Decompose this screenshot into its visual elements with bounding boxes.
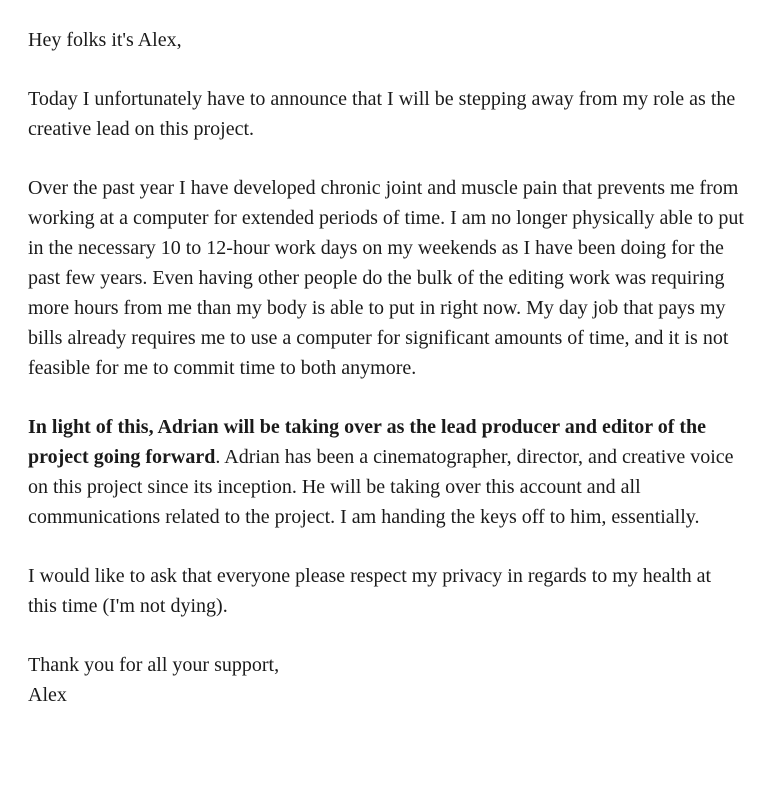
health-paragraph: Over the past year I have developed chronic joint and muscle pain that prevents me from working at a computer for extended periods of time. I am no longer physically able to put in the necessary 10 to 12-hour work days on my weekends as I have been doing for the past few years. Even having other people do the bulk of the editing work was requiring more hours from me than my body is able to put in right now. My day job that pays my bills already requires me to use a computer for significant amounts of time, and it is not feasible for me to commit time to both anymore. (28, 177, 744, 379)
privacy-paragraph: I would like to ask that everyone please respect my privacy in regards to my health at this time (I'm not dying). (28, 565, 712, 617)
announcement-paragraph: Today I unfortunately have to announce that I will be stepping away from my role as the creative lead on this project. (28, 88, 736, 140)
letter-body (28, 25, 744, 710)
greeting: Hey folks it's Alex, (28, 29, 182, 51)
closing-line: Thank you for all your support, (28, 654, 280, 676)
successor-details: . Adrian has been a cinematographer, director, and creative voice on this project since its inception. He will be taking over this account and all communications related to the project. I am handing the keys off to him, essentially. (28, 446, 734, 528)
signature: Alex (28, 684, 67, 706)
successor-paragraph (28, 412, 744, 532)
successor-emphasis: In light of this, Adrian will be taking over as the lead producer and editor of the project going forward (28, 416, 707, 468)
closing-block (28, 650, 744, 710)
